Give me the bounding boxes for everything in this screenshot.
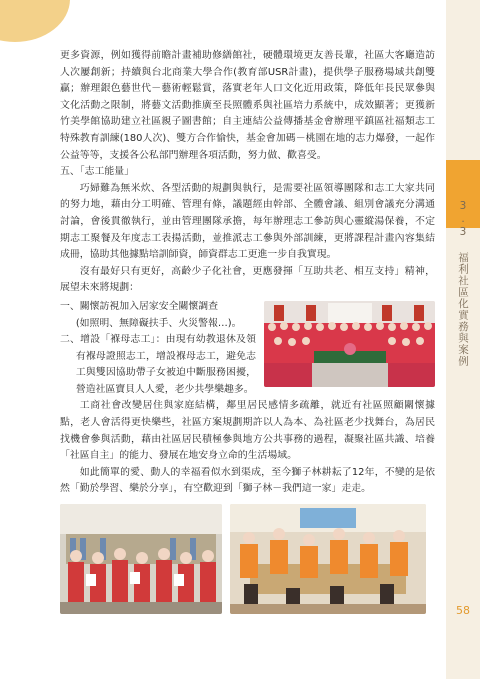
photo-row: [60, 504, 435, 614]
plans-list: [60, 299, 256, 399]
paragraph-closing: 如此簡單的愛、動人的幸福看似水到渠成，至今獅子林耕耘了12年，不變的是依然「勤於學習、樂於分享」，有空歡迎到「獅子林－我們這一家」走走。: [60, 466, 435, 495]
page-number: 58: [456, 604, 470, 617]
section-heading-volunteer: 五、「志工能量」: [60, 166, 135, 178]
plans-with-photo: [60, 299, 435, 399]
library-group-photo: [60, 504, 222, 614]
plan-item-1-title: 一、關懷訪視加入居家安全關懷調查: [60, 300, 219, 312]
chapter-title: 3.3 福利社區化實務與案例: [457, 200, 469, 367]
paragraph-volunteer: 巧婦難為無米炊、各型活動的規劃與執行，是需要社區領導團隊和志工大家共同的努力地，藉由分工明確、管理有條，議題經由幹部、全體會議、組別會議充分溝通討論，會後貫徹執行，並由管理團隊承擔，每年辦理志工參訪與心靈縱湯保養，不定期志工聚餐及年度志工表揚活動，並推派志工參與外部訓練，更將課程計畫內容集結成冊，協助其他據點培訓師資，師資群志工更進一步自我實現。: [60, 182, 435, 261]
volunteer-group-photo: [264, 301, 435, 387]
plan-item-2: 二、增設「褓母志工」：由現有幼教退休及領有褓母證照志工，增設褓母志工，避免志工與雙因協助帶子女被迫中斷服務困擾，營造社區寶貝人人愛，老少共學樂趣多。: [60, 334, 256, 395]
activity-group-photo: [230, 504, 426, 614]
plan-item-1-detail: (如照明、無障礙扶手、火災警報…)。: [75, 317, 242, 329]
paragraph-community: 工商社會改變居住與家庭結構，鄰里居民感情多疏離，就近有社區照顧關懷據點，老人會活得更快樂些，社區方案規劃期許以人為本、為社區老少找舞台，為居民找機會參與活動，藉由社區居民積極參與地方公共事務的過程，凝聚社區共識、培養「社區自主」的能力、發展在地安身立命的生活場域。: [60, 400, 435, 462]
paragraph-future: 沒有最好只有更好，高齡少子化社會，更應發揮「互助共老、相互支持」精神，展望未來將規劃：: [60, 265, 435, 294]
main-content: [60, 48, 435, 614]
corner-decoration: [0, 0, 70, 42]
paragraph-resources: 更多資源，例如獲得前瞻計畫補助修繕館社，硬體環境更友善長輩，社區大客廳造訪人次屢創新；持續與台北商業大學合作(教育部USR計畫)，提供學子服務場域共創雙贏；辦理銀色藝世代－藝術輕鬆賞，落實老年人口文化近用政策，降低年長民眾參與文化活動之限制，將藝文活動推廣至長照體系與社區培力系統中，成效顯著；更獲新竹美學館協助建立社區親子圖書館；自主連結公益傳播基金會辦理平鎮區社福類志工特殊教育訓練(180人次)、雙方合作愉快，基金會加碼－桃園在地的志力爆發，一起作公益等等，支援各公私部門辦理各項活動，努力做、歡喜受。: [60, 50, 435, 161]
